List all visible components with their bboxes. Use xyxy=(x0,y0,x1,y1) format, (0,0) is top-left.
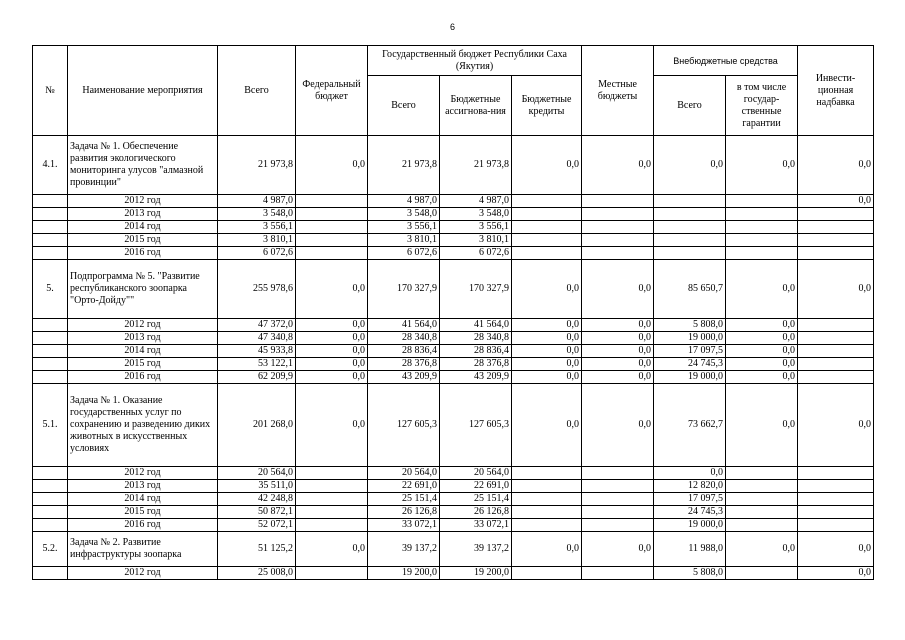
row-number xyxy=(33,567,68,580)
header-local: Местные бюджеты xyxy=(582,46,654,136)
row-value xyxy=(512,480,582,493)
row-value: 255 978,6 xyxy=(218,260,296,319)
row-number xyxy=(33,506,68,519)
row-value xyxy=(296,493,368,506)
row-value: 0,0 xyxy=(512,345,582,358)
row-value: 21 973,8 xyxy=(218,136,296,195)
row-value: 0,0 xyxy=(798,567,874,580)
header-extra-guarantee: в том числе государ-ственные гарантии xyxy=(726,76,798,136)
row-value xyxy=(296,195,368,208)
row-value: 0,0 xyxy=(582,358,654,371)
table-row xyxy=(33,195,874,208)
row-value: 39 137,2 xyxy=(368,532,440,567)
row-value xyxy=(582,519,654,532)
row-value: 3 556,1 xyxy=(218,221,296,234)
table-row xyxy=(33,260,874,319)
row-value xyxy=(582,247,654,260)
row-value xyxy=(726,480,798,493)
row-value: 6 072,6 xyxy=(440,247,512,260)
row-value: 3 548,0 xyxy=(368,208,440,221)
row-value: 33 072,1 xyxy=(440,519,512,532)
row-name: Задача № 1. Обеспечение развития экологического мониторинга улусов "алмазной провинции" xyxy=(68,136,218,195)
row-value: 22 691,0 xyxy=(368,480,440,493)
row-value: 4 987,0 xyxy=(218,195,296,208)
row-value: 0,0 xyxy=(512,332,582,345)
row-value: 28 376,8 xyxy=(440,358,512,371)
row-value: 25 151,4 xyxy=(368,493,440,506)
row-value: 3 810,1 xyxy=(368,234,440,247)
header-state-alloc: Бюджетные ассигнова-ния xyxy=(440,76,512,136)
header-invest: Инвести-ционная надбавка xyxy=(798,46,874,136)
row-name: Подпрограмма № 5. "Развитие республиканского зоопарка "Орто-Дойду"" xyxy=(68,260,218,319)
row-value: 3 810,1 xyxy=(440,234,512,247)
row-value xyxy=(654,247,726,260)
row-value xyxy=(512,467,582,480)
row-value: 0,0 xyxy=(296,136,368,195)
row-value: 127 605,3 xyxy=(368,384,440,467)
table-row xyxy=(33,532,874,567)
row-number xyxy=(33,467,68,480)
row-value: 53 122,1 xyxy=(218,358,296,371)
row-value: 24 745,3 xyxy=(654,506,726,519)
row-value: 0,0 xyxy=(654,467,726,480)
row-value: 3 548,0 xyxy=(440,208,512,221)
row-number xyxy=(33,371,68,384)
header-state-credit: Бюджетные кредиты xyxy=(512,76,582,136)
row-value xyxy=(296,506,368,519)
row-value: 24 745,3 xyxy=(654,358,726,371)
row-name: 2016 год xyxy=(68,371,218,384)
header-federal: Федеральный бюджет xyxy=(296,46,368,136)
row-value xyxy=(654,221,726,234)
row-value xyxy=(798,221,874,234)
row-value: 21 973,8 xyxy=(440,136,512,195)
row-value: 42 248,8 xyxy=(218,493,296,506)
row-value: 19 000,0 xyxy=(654,332,726,345)
row-number: 4.1. xyxy=(33,136,68,195)
table-row xyxy=(33,345,874,358)
row-value: 85 650,7 xyxy=(654,260,726,319)
row-value: 3 810,1 xyxy=(218,234,296,247)
row-value xyxy=(512,493,582,506)
row-value: 0,0 xyxy=(582,136,654,195)
row-value: 17 097,5 xyxy=(654,345,726,358)
row-value: 0,0 xyxy=(798,260,874,319)
row-value xyxy=(582,506,654,519)
row-number xyxy=(33,493,68,506)
row-value xyxy=(582,493,654,506)
row-value: 21 973,8 xyxy=(368,136,440,195)
row-value: 0,0 xyxy=(726,260,798,319)
row-number xyxy=(33,247,68,260)
row-value xyxy=(654,195,726,208)
table-row xyxy=(33,506,874,519)
header-state-total: Всего xyxy=(368,76,440,136)
row-value: 0,0 xyxy=(512,532,582,567)
row-value xyxy=(512,234,582,247)
row-value: 170 327,9 xyxy=(440,260,512,319)
row-value: 6 072,6 xyxy=(368,247,440,260)
row-value: 45 933,8 xyxy=(218,345,296,358)
row-name: 2013 год xyxy=(68,480,218,493)
table-row xyxy=(33,332,874,345)
row-value: 3 548,0 xyxy=(218,208,296,221)
row-value xyxy=(582,221,654,234)
row-value: 0,0 xyxy=(726,345,798,358)
row-value xyxy=(296,567,368,580)
row-name: 2015 год xyxy=(68,234,218,247)
row-value: 28 836,4 xyxy=(440,345,512,358)
row-value xyxy=(296,221,368,234)
row-number xyxy=(33,345,68,358)
row-value: 12 820,0 xyxy=(654,480,726,493)
row-value: 19 000,0 xyxy=(654,519,726,532)
row-value: 0,0 xyxy=(512,136,582,195)
row-name: 2012 год xyxy=(68,195,218,208)
row-value: 0,0 xyxy=(582,384,654,467)
row-value: 62 209,9 xyxy=(218,371,296,384)
row-number xyxy=(33,221,68,234)
row-value xyxy=(512,195,582,208)
row-value: 0,0 xyxy=(582,260,654,319)
table-row xyxy=(33,319,874,332)
header-extra-total: Всего xyxy=(654,76,726,136)
row-value xyxy=(512,519,582,532)
row-value xyxy=(726,519,798,532)
row-value: 0,0 xyxy=(798,532,874,567)
row-value: 0,0 xyxy=(296,371,368,384)
row-value: 0,0 xyxy=(512,319,582,332)
row-value: 35 511,0 xyxy=(218,480,296,493)
row-value xyxy=(512,567,582,580)
row-value: 0,0 xyxy=(296,332,368,345)
table-body xyxy=(33,136,874,580)
row-value xyxy=(296,234,368,247)
table-row xyxy=(33,234,874,247)
row-name: 2016 год xyxy=(68,247,218,260)
row-number xyxy=(33,519,68,532)
row-value: 3 556,1 xyxy=(368,221,440,234)
row-value: 28 836,4 xyxy=(368,345,440,358)
row-value: 4 987,0 xyxy=(368,195,440,208)
row-value xyxy=(654,234,726,247)
table-row xyxy=(33,208,874,221)
row-value: 52 072,1 xyxy=(218,519,296,532)
row-value: 0,0 xyxy=(296,345,368,358)
row-name: 2014 год xyxy=(68,221,218,234)
row-name: 2012 год xyxy=(68,567,218,580)
row-value: 19 000,0 xyxy=(654,371,726,384)
row-value xyxy=(512,247,582,260)
row-value: 19 200,0 xyxy=(440,567,512,580)
row-value xyxy=(798,467,874,480)
row-value: 0,0 xyxy=(726,136,798,195)
row-value xyxy=(726,234,798,247)
row-value xyxy=(296,467,368,480)
row-value: 20 564,0 xyxy=(368,467,440,480)
row-value: 26 126,8 xyxy=(440,506,512,519)
row-value: 11 988,0 xyxy=(654,532,726,567)
row-value xyxy=(582,234,654,247)
row-value xyxy=(798,345,874,358)
row-value: 25 151,4 xyxy=(440,493,512,506)
row-number xyxy=(33,358,68,371)
row-value: 0,0 xyxy=(582,345,654,358)
row-value: 28 340,8 xyxy=(368,332,440,345)
row-value: 0,0 xyxy=(582,332,654,345)
row-value: 3 556,1 xyxy=(440,221,512,234)
row-value: 41 564,0 xyxy=(440,319,512,332)
row-value: 43 209,9 xyxy=(368,371,440,384)
row-value: 5 808,0 xyxy=(654,319,726,332)
row-value xyxy=(512,506,582,519)
header-state-budget: Государственный бюджет Республики Саха (Якутия) xyxy=(368,46,582,76)
header-total: Всего xyxy=(218,46,296,136)
row-value xyxy=(582,480,654,493)
row-value xyxy=(798,319,874,332)
row-value xyxy=(726,247,798,260)
row-value xyxy=(798,480,874,493)
row-value xyxy=(798,358,874,371)
row-value: 0,0 xyxy=(512,358,582,371)
table-row xyxy=(33,493,874,506)
row-name: 2013 год xyxy=(68,332,218,345)
row-value: 43 209,9 xyxy=(440,371,512,384)
row-value: 0,0 xyxy=(296,532,368,567)
row-value xyxy=(798,519,874,532)
row-value xyxy=(726,221,798,234)
table-row xyxy=(33,384,874,467)
row-value xyxy=(726,493,798,506)
table-row xyxy=(33,480,874,493)
row-name: 2012 год xyxy=(68,319,218,332)
row-number xyxy=(33,195,68,208)
row-name: 2012 год xyxy=(68,467,218,480)
row-value: 28 340,8 xyxy=(440,332,512,345)
row-number: 5. xyxy=(33,260,68,319)
row-value: 22 691,0 xyxy=(440,480,512,493)
table-row xyxy=(33,358,874,371)
row-value xyxy=(582,567,654,580)
row-value xyxy=(798,506,874,519)
row-value xyxy=(798,332,874,345)
row-value xyxy=(798,371,874,384)
row-number xyxy=(33,332,68,345)
row-name: 2015 год xyxy=(68,358,218,371)
row-name: 2014 год xyxy=(68,345,218,358)
row-value: 0,0 xyxy=(582,532,654,567)
row-value: 0,0 xyxy=(296,358,368,371)
row-name: 2013 год xyxy=(68,208,218,221)
row-value: 0,0 xyxy=(726,532,798,567)
row-value: 20 564,0 xyxy=(218,467,296,480)
row-value: 0,0 xyxy=(726,358,798,371)
row-value xyxy=(798,234,874,247)
row-number: 5.1. xyxy=(33,384,68,467)
row-value: 0,0 xyxy=(582,371,654,384)
budget-table xyxy=(32,45,874,580)
page-number: 6 xyxy=(449,22,455,32)
row-value: 201 268,0 xyxy=(218,384,296,467)
table-row xyxy=(33,567,874,580)
row-number xyxy=(33,234,68,247)
row-value: 0,0 xyxy=(654,136,726,195)
row-value: 0,0 xyxy=(582,319,654,332)
row-value xyxy=(726,195,798,208)
row-value: 0,0 xyxy=(512,260,582,319)
row-value: 0,0 xyxy=(726,332,798,345)
row-value: 20 564,0 xyxy=(440,467,512,480)
row-value: 6 072,6 xyxy=(218,247,296,260)
row-value: 47 372,0 xyxy=(218,319,296,332)
row-value: 0,0 xyxy=(798,136,874,195)
row-value: 19 200,0 xyxy=(368,567,440,580)
row-value: 0,0 xyxy=(296,384,368,467)
row-value: 73 662,7 xyxy=(654,384,726,467)
row-value: 127 605,3 xyxy=(440,384,512,467)
row-value: 4 987,0 xyxy=(440,195,512,208)
row-value xyxy=(296,208,368,221)
table-row xyxy=(33,136,874,195)
row-value xyxy=(512,208,582,221)
row-value: 0,0 xyxy=(512,371,582,384)
row-value: 170 327,9 xyxy=(368,260,440,319)
row-number xyxy=(33,480,68,493)
table-row xyxy=(33,247,874,260)
row-value: 39 137,2 xyxy=(440,532,512,567)
row-value: 0,0 xyxy=(512,384,582,467)
row-value: 0,0 xyxy=(726,384,798,467)
row-value: 50 872,1 xyxy=(218,506,296,519)
row-value xyxy=(296,247,368,260)
row-value: 0,0 xyxy=(296,319,368,332)
row-name: 2015 год xyxy=(68,506,218,519)
row-number xyxy=(33,319,68,332)
row-number: 5.2. xyxy=(33,532,68,567)
row-value xyxy=(582,467,654,480)
row-value xyxy=(296,519,368,532)
row-value: 0,0 xyxy=(798,384,874,467)
row-value: 0,0 xyxy=(296,260,368,319)
row-value xyxy=(582,208,654,221)
row-value: 28 376,8 xyxy=(368,358,440,371)
row-value: 41 564,0 xyxy=(368,319,440,332)
row-value: 17 097,5 xyxy=(654,493,726,506)
row-value xyxy=(726,567,798,580)
row-value xyxy=(512,221,582,234)
row-value xyxy=(726,467,798,480)
row-value: 26 126,8 xyxy=(368,506,440,519)
table-row xyxy=(33,519,874,532)
table-row xyxy=(33,371,874,384)
row-value xyxy=(654,208,726,221)
row-name: 2016 год xyxy=(68,519,218,532)
row-name: Задача № 2. Развитие инфраструктуры зоопарка xyxy=(68,532,218,567)
row-value xyxy=(296,480,368,493)
row-name: 2014 год xyxy=(68,493,218,506)
row-value: 47 340,8 xyxy=(218,332,296,345)
header-name: Наименование мероприятия xyxy=(68,46,218,136)
table-row xyxy=(33,467,874,480)
row-value: 33 072,1 xyxy=(368,519,440,532)
header-extra-budget: Внебюджетные средства xyxy=(654,46,798,76)
row-name: Задача № 1. Оказание государственных услуг по сохранению и разведению диких животных в искусственных условиях xyxy=(68,384,218,467)
row-number xyxy=(33,208,68,221)
row-value xyxy=(798,247,874,260)
row-value: 25 008,0 xyxy=(218,567,296,580)
table-row xyxy=(33,221,874,234)
row-value xyxy=(726,208,798,221)
header-no: № xyxy=(33,46,68,136)
row-value xyxy=(582,195,654,208)
row-value: 51 125,2 xyxy=(218,532,296,567)
row-value: 0,0 xyxy=(798,195,874,208)
row-value: 0,0 xyxy=(726,371,798,384)
row-value: 5 808,0 xyxy=(654,567,726,580)
row-value xyxy=(798,208,874,221)
row-value: 0,0 xyxy=(726,319,798,332)
row-value xyxy=(726,506,798,519)
row-value xyxy=(798,493,874,506)
